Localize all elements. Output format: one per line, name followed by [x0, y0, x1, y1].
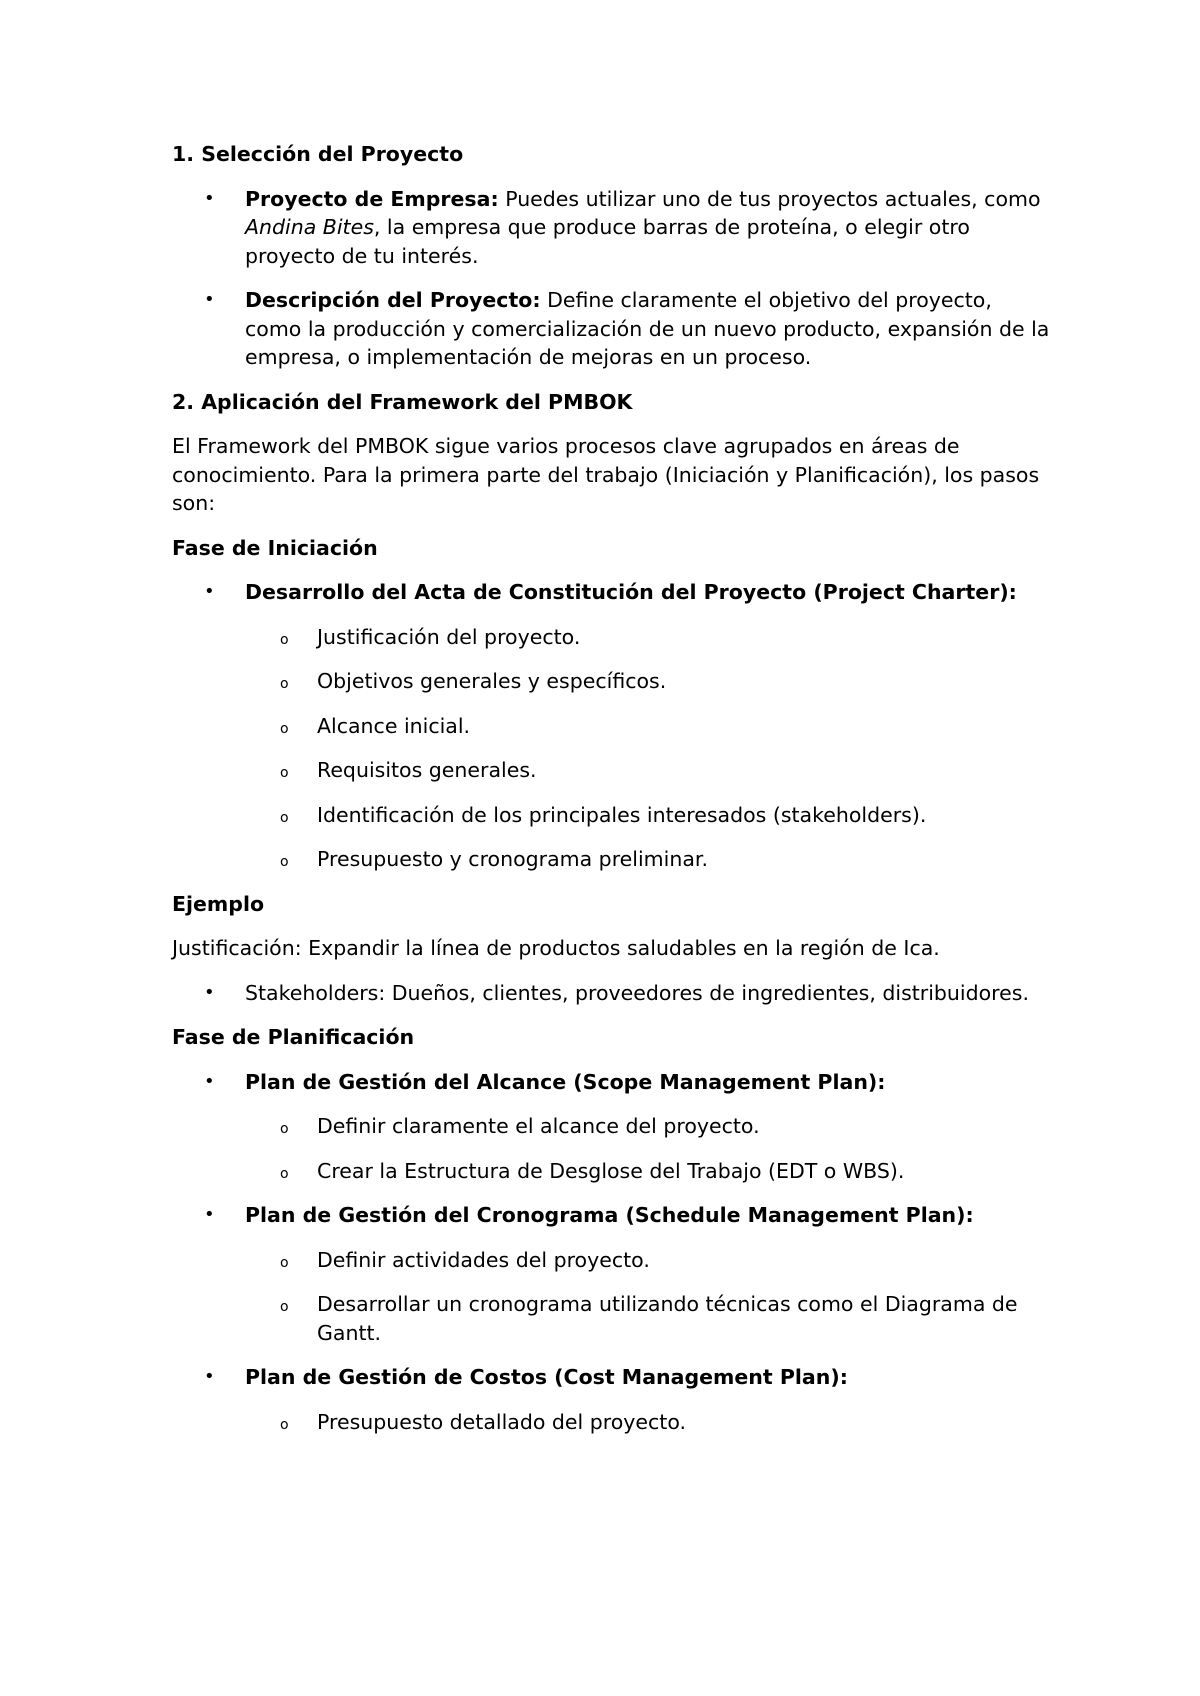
sub-item-text: Requisitos generales. — [317, 758, 537, 782]
sub-marker: o — [280, 1121, 289, 1137]
sub-marker: o — [280, 1299, 289, 1315]
bullet-marker: • — [204, 581, 215, 602]
sub-item — [172, 845, 1052, 874]
bullet-label: Proyecto de Empresa: — [245, 186, 499, 211]
bullet-plan-costos — [172, 1363, 1052, 1392]
sub-item — [172, 623, 1052, 652]
bullet-label: Desarrollo del Acta de Constitución del Proyecto (Project Charter): — [245, 580, 1017, 604]
sub-item-text: Justificación del proyecto. — [317, 624, 581, 649]
bullet-text: Stakeholders: Dueños, clientes, proveedores de ingredientes, distribuidores. — [245, 980, 1029, 1005]
fase-iniciacion-heading: Fase de Iniciación — [172, 535, 378, 560]
sub-item-text: Definir claramente el alcance del proyecto. — [317, 1114, 760, 1138]
sub-item — [172, 1408, 1052, 1437]
sub-item-text: Presupuesto detallado del proyecto. — [317, 1409, 687, 1434]
sub-item — [172, 756, 1052, 785]
bullet-text: , la empresa que produce barras de proteína, o elegir otro proyecto de tu interés. — [245, 215, 970, 268]
bullet-marker: • — [204, 981, 215, 1003]
sub-item — [172, 1246, 1052, 1275]
sub-item-text: Crear la Estructura de Desglose del Trabajo (EDT o WBS). — [317, 1158, 905, 1183]
sub-marker: o — [280, 854, 289, 870]
ejemplo-heading: Ejemplo — [172, 891, 265, 916]
section-1-heading: 1. Selección del Proyecto — [172, 142, 464, 166]
sub-item-text: Identificación de los principales interesados (stakeholders). — [317, 802, 927, 827]
sub-item — [172, 1290, 1052, 1347]
section-2-heading: 2. Aplicación del Framework del PMBOK — [172, 389, 633, 414]
sub-marker: o — [280, 1254, 289, 1271]
sub-marker: o — [280, 676, 289, 692]
bullet-label: Plan de Gestión del Alcance (Scope Management Plan): — [245, 1069, 886, 1094]
bullet-label: Plan de Gestión de Costos (Cost Management Plan): — [245, 1365, 848, 1389]
sub-item — [172, 1157, 1052, 1186]
bullet-plan-cronograma — [172, 1201, 1052, 1230]
bullet-text: Puedes utilizar uno de tus proyectos actuales, como — [498, 186, 1041, 211]
bullet-label: Plan de Gestión del Cronograma (Schedule Management Plan): — [245, 1203, 974, 1227]
sub-marker: o — [280, 1416, 289, 1433]
sub-item-text: Objetivos generales y específicos. — [317, 669, 667, 693]
sub-item — [172, 1112, 1052, 1141]
bullet-marker: • — [204, 1204, 215, 1225]
sub-marker: o — [280, 765, 289, 781]
bullet-plan-alcance — [172, 1068, 1052, 1097]
sub-item — [172, 712, 1052, 741]
bullet-italic-text: Andina Bites — [245, 215, 374, 239]
sub-item-text: Definir actividades del proyecto. — [317, 1247, 650, 1272]
document-page — [172, 140, 1052, 1452]
sub-item-text: Desarrollar un cronograma utilizando técnicas como el Diagrama de Gantt. — [317, 1292, 1018, 1345]
bullet-stakeholders — [172, 979, 1052, 1008]
bullet-marker: • — [204, 187, 215, 209]
bullet-text: Define claramente el objetivo del proyecto, como la producción y comercialización de un nuevo producto, expansión de la empresa, o implementación de mejoras en un proceso. — [245, 288, 1050, 369]
bullet-descripcion-proyecto — [172, 286, 1052, 372]
bullet-acta-constitucion — [172, 578, 1052, 607]
section-2-intro: El Framework del PMBOK sigue varios procesos clave agrupados en áreas de conocimiento. Para la primera parte del trabajo (Iniciación y Planificación), los pasos son: — [172, 434, 1040, 515]
sub-item-text: Alcance inicial. — [317, 713, 471, 738]
bullet-marker: • — [204, 1366, 215, 1387]
sub-item — [172, 667, 1052, 696]
fase-planificacion-heading: Fase de Planificación — [172, 1025, 415, 1049]
sub-marker: o — [280, 809, 289, 826]
sub-item — [172, 801, 1052, 830]
bullet-proyecto-empresa — [172, 185, 1052, 271]
bullet-label: Descripción del Proyecto: — [245, 288, 541, 312]
sub-marker: o — [280, 720, 289, 737]
sub-marker: o — [280, 631, 289, 648]
bullet-marker: • — [204, 289, 215, 310]
ejemplo-text: Justificación: Expandir la línea de productos saludables en la región de Ica. — [172, 936, 940, 960]
sub-item-text: Presupuesto y cronograma preliminar. — [317, 847, 708, 871]
sub-marker: o — [280, 1165, 289, 1182]
bullet-marker: • — [204, 1070, 215, 1092]
